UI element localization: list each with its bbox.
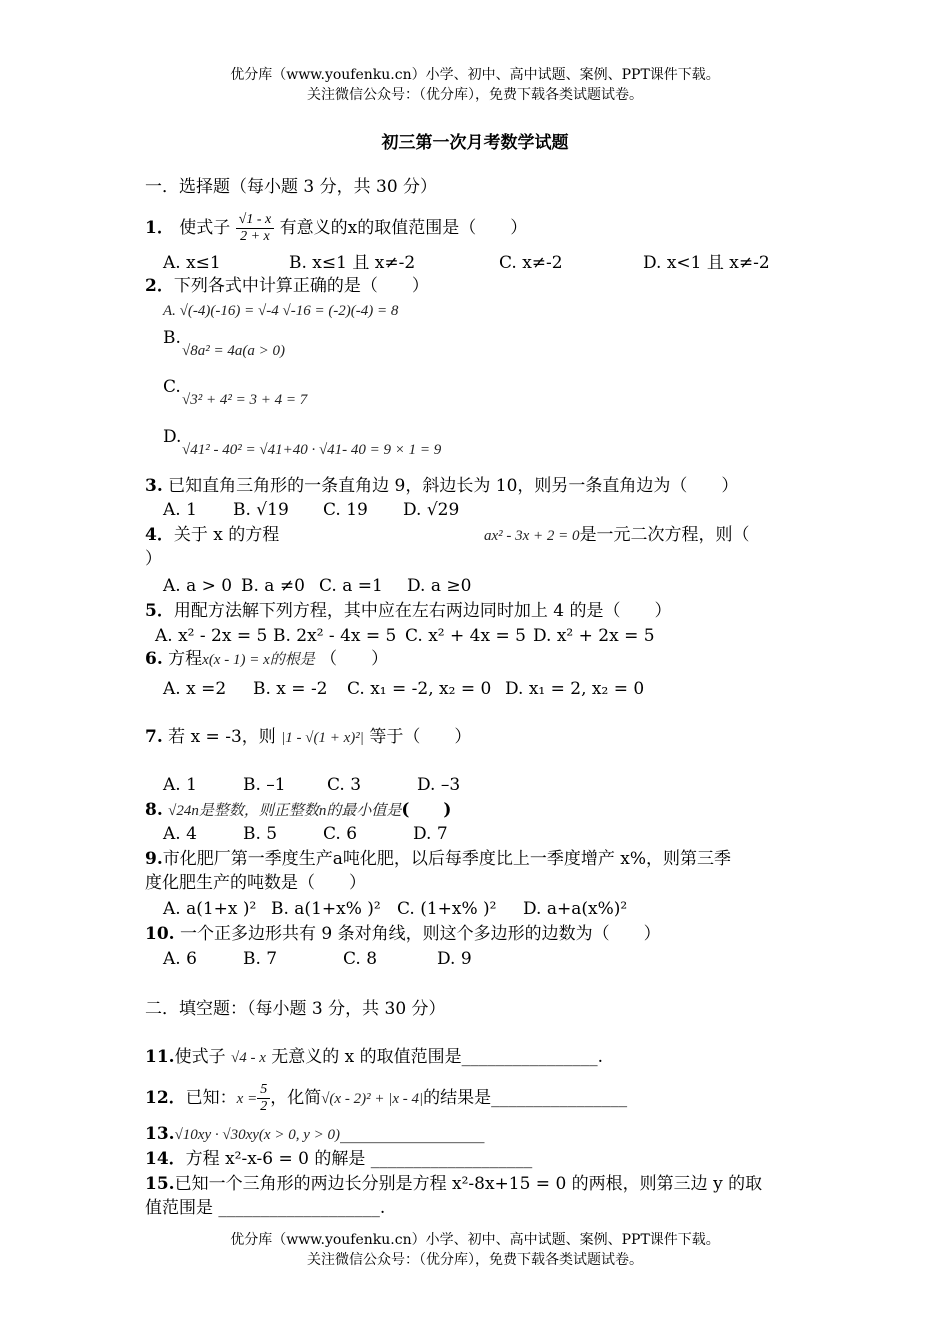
q4-opt-d: D. a ≥0 bbox=[407, 576, 472, 596]
q9-line1 bbox=[145, 848, 731, 870]
q3-options bbox=[163, 499, 459, 521]
q12-text-b: ，化简 bbox=[270, 1088, 322, 1108]
footer-line-1: 优分库（www.youfenku.cn）小学、初中、高中试题、案例、PPT课件下载。 bbox=[230, 1232, 720, 1248]
q6-opt-c: C. x₁ = -2, x₂ = 0 bbox=[347, 679, 492, 699]
q8-num: 8. bbox=[145, 800, 163, 820]
q2-opt-c: √3² + 4² = 3 + 4 = 7 bbox=[182, 392, 308, 408]
q12-frac-num: 5 bbox=[257, 1082, 270, 1099]
q6 bbox=[145, 648, 388, 671]
q9-opt-d: D. a+a(x%)² bbox=[523, 899, 628, 919]
q6-opt-b: B. x = -2 bbox=[253, 679, 328, 699]
q4-opt-b: B. a ≠0 bbox=[241, 576, 305, 596]
q8-options bbox=[163, 823, 448, 845]
q3-opt-c: C. 19 bbox=[323, 500, 368, 520]
q7-expr: |1 - √(1 + x)²| bbox=[281, 730, 364, 746]
q2-opt-b: √8a² = 4a(a > 0) bbox=[182, 343, 285, 359]
q11-expr: √4 - x bbox=[230, 1050, 266, 1066]
q11-text-b: 无意义的 x 的取值范围是________________. bbox=[271, 1047, 604, 1067]
q4-num: 4． bbox=[145, 525, 174, 545]
q7-cond: x = -3，则 bbox=[190, 727, 276, 747]
q10-opt-b: B. 7 bbox=[243, 949, 278, 969]
q13-expr: √10xy · √30xy(x > 0, y > 0) bbox=[174, 1127, 340, 1143]
q12-fraction bbox=[257, 1082, 270, 1115]
q4-text-c: ） bbox=[145, 549, 162, 569]
q4-options bbox=[163, 575, 471, 597]
q9-opt-a: A. a(1+x )² bbox=[163, 899, 257, 919]
q1-text-b: 有意义的x的取值范围是（ ） bbox=[279, 218, 528, 238]
q3-num: 3. bbox=[145, 476, 163, 496]
q12-num: 12． bbox=[145, 1088, 186, 1108]
q1-opt-c: C. x≠-2 bbox=[499, 253, 563, 273]
q2-opt-b-label: B. bbox=[163, 328, 181, 348]
q4-opt-c: C. a =1 bbox=[319, 576, 383, 596]
q4-eq: ax² - 3x + 2 = 0 bbox=[484, 528, 580, 544]
q3-text: 已知直角三角形的一条直角边 9，斜边长为 10，则另一条直角边为（ ） bbox=[168, 476, 739, 496]
q1 bbox=[145, 212, 527, 245]
q10-num: 10. bbox=[145, 924, 175, 944]
q8-opt-d: D. 7 bbox=[413, 824, 448, 844]
q3-opt-b: B. √19 bbox=[233, 500, 289, 520]
page-title: 初三第一次月考数学试题 bbox=[381, 133, 569, 153]
q2-opt-a: A. √(-4)(-16) = √-4 √-16 = (-2)(-4) = 8 bbox=[163, 303, 399, 319]
q8-opt-c: C. 6 bbox=[323, 824, 358, 844]
q11-text-a: 使式子 bbox=[174, 1047, 226, 1067]
header-line-1: 优分库（www.youfenku.cn）小学、初中、高中试题、案例、PPT课件下载。 bbox=[230, 67, 720, 83]
q1-opt-d: D. x<1 且 x≠-2 bbox=[643, 253, 770, 273]
q9-num: 9. bbox=[145, 849, 163, 869]
q15-text-1: 已知一个三角形的两边长分别是方程 x²-8x+15 = 0 的两根，则第三边 y 的取 bbox=[174, 1174, 763, 1194]
q5-options bbox=[155, 625, 655, 647]
q8-expr: √24n是整数，则正整数n的最小值是 bbox=[168, 803, 402, 819]
section2-heading: 二．填空题：（每小题 3 分，共 30 分） bbox=[145, 999, 446, 1019]
q14 bbox=[145, 1148, 532, 1170]
q12 bbox=[145, 1082, 627, 1115]
q4-eq-line bbox=[484, 524, 750, 547]
q12-expr: √(x - 2)² + |x - 4| bbox=[321, 1091, 424, 1107]
q11-num: 11. bbox=[145, 1047, 175, 1067]
q9-text-1: 市化肥厂第一季度生产a吨化肥，以后每季度比上一季度增产 x%，则第三季 bbox=[162, 849, 732, 869]
q6-opt-a: A. x =2 bbox=[163, 679, 227, 699]
q15-line1 bbox=[145, 1173, 762, 1195]
q10-options bbox=[163, 948, 472, 970]
q4-line1 bbox=[145, 524, 279, 546]
q1-text-a: 使式子 bbox=[179, 218, 231, 238]
q9-options bbox=[163, 898, 627, 920]
q4-text-b: 是一元二次方程，则（ bbox=[579, 525, 750, 545]
q5 bbox=[145, 600, 671, 622]
q1-num: 1． bbox=[145, 218, 174, 238]
q6-opt-d: D. x₁ = 2, x₂ = 0 bbox=[505, 679, 645, 699]
q2-opt-c-label: C. bbox=[163, 377, 181, 397]
q12-x-eq: x = bbox=[236, 1091, 258, 1107]
q13-num: 13. bbox=[145, 1124, 175, 1144]
q7-opt-c: C. 3 bbox=[327, 775, 362, 795]
q1-opt-b: B. x≤1 且 x≠-2 bbox=[289, 253, 416, 273]
q3 bbox=[145, 475, 738, 497]
q5-opt-d: D. x² + 2x = 5 bbox=[533, 626, 655, 646]
q9-opt-c: C. (1+x% )² bbox=[397, 899, 497, 919]
q4-opt-a: A. a > 0 bbox=[163, 576, 233, 596]
q13-blank: _________________ bbox=[339, 1124, 485, 1144]
q3-opt-d: D. √29 bbox=[403, 500, 460, 520]
q10-opt-a: A. 6 bbox=[163, 949, 197, 969]
q7-opt-b: B. –1 bbox=[243, 775, 286, 795]
q10-opt-d: D. 9 bbox=[437, 949, 472, 969]
q10-opt-c: C. 8 bbox=[343, 949, 378, 969]
q15-num: 15. bbox=[145, 1174, 175, 1194]
q15-line2: 值范围是 ___________________. bbox=[145, 1198, 386, 1218]
q13 bbox=[145, 1123, 484, 1146]
q10 bbox=[145, 923, 661, 945]
q2-opt-d: √41² - 40² = √41+40 · √41- 40 = 9 × 1 = 9 bbox=[182, 442, 442, 458]
footer-line-2: 关注微信公众号：（优分库），免费下载各类试题试卷。 bbox=[307, 1252, 643, 1268]
header-line-2: 关注微信公众号：（优分库），免费下载各类试题试卷。 bbox=[307, 87, 643, 103]
q5-num: 5． bbox=[145, 601, 174, 621]
q8-opt-b: B. 5 bbox=[243, 824, 278, 844]
q2-text: 下列各式中计算正确的是（ ） bbox=[173, 276, 429, 296]
q1-frac-num: √1 - x bbox=[236, 212, 275, 229]
q3-opt-a: A. 1 bbox=[163, 500, 197, 520]
q5-opt-c: C. x² + 4x = 5 bbox=[405, 626, 526, 646]
q2-num: 2． bbox=[145, 276, 174, 296]
q8 bbox=[145, 799, 451, 822]
q1-fraction bbox=[236, 212, 275, 245]
q7 bbox=[145, 726, 471, 749]
q7-num: 7. bbox=[145, 727, 163, 747]
q10-text: 一个正多边形共有 9 条对角线，则这个多边形的边数为（ ） bbox=[179, 924, 661, 944]
q6-num: 6. bbox=[145, 649, 163, 669]
q7-opt-d: D. –3 bbox=[417, 775, 461, 795]
q6-text-b: （ ） bbox=[320, 649, 389, 669]
q5-opt-b: B. 2x² - 4x = 5 bbox=[273, 626, 397, 646]
q12-text-c: 的结果是________________ bbox=[423, 1088, 628, 1108]
q7-text-a: 若 bbox=[168, 727, 186, 747]
q5-text: 用配方法解下列方程，其中应在左右两边同时加上 4 的是（ ） bbox=[173, 601, 672, 621]
q14-text: 方程 x²-x-6 = 0 的解是 ___________________ bbox=[185, 1149, 533, 1169]
q6-text-a: 方程 bbox=[168, 649, 203, 669]
q7-options bbox=[163, 774, 460, 796]
q7-opt-a: A. 1 bbox=[163, 775, 197, 795]
q12-frac-den: 2 bbox=[260, 1099, 268, 1114]
q2-opt-d-label: D. bbox=[163, 427, 182, 447]
q7-text-b: 等于（ ） bbox=[369, 727, 472, 747]
q9-opt-b: B. a(1+x% )² bbox=[271, 899, 381, 919]
q12-text-a: 已知： bbox=[185, 1088, 237, 1108]
q8-text: ( ) bbox=[401, 800, 452, 820]
q4-text-a: 关于 x 的方程 bbox=[173, 525, 280, 545]
q1-options bbox=[163, 252, 770, 274]
q5-opt-a: A. x² - 2x = 5 bbox=[155, 626, 268, 646]
q9-line2: 度化肥生产的吨数是（ ） bbox=[145, 873, 366, 893]
q2 bbox=[145, 275, 429, 297]
q6-options bbox=[163, 678, 644, 700]
q11 bbox=[145, 1046, 603, 1069]
q14-num: 14． bbox=[145, 1149, 186, 1169]
q1-frac-den: 2 + x bbox=[240, 229, 270, 244]
section1-heading: 一．选择题（每小题 3 分，共 30 分） bbox=[145, 177, 438, 197]
q1-opt-a: A. x≤1 bbox=[163, 253, 221, 273]
q8-opt-a: A. 4 bbox=[163, 824, 197, 844]
q6-eq: x(x - 1) = x的根是 bbox=[202, 652, 315, 668]
